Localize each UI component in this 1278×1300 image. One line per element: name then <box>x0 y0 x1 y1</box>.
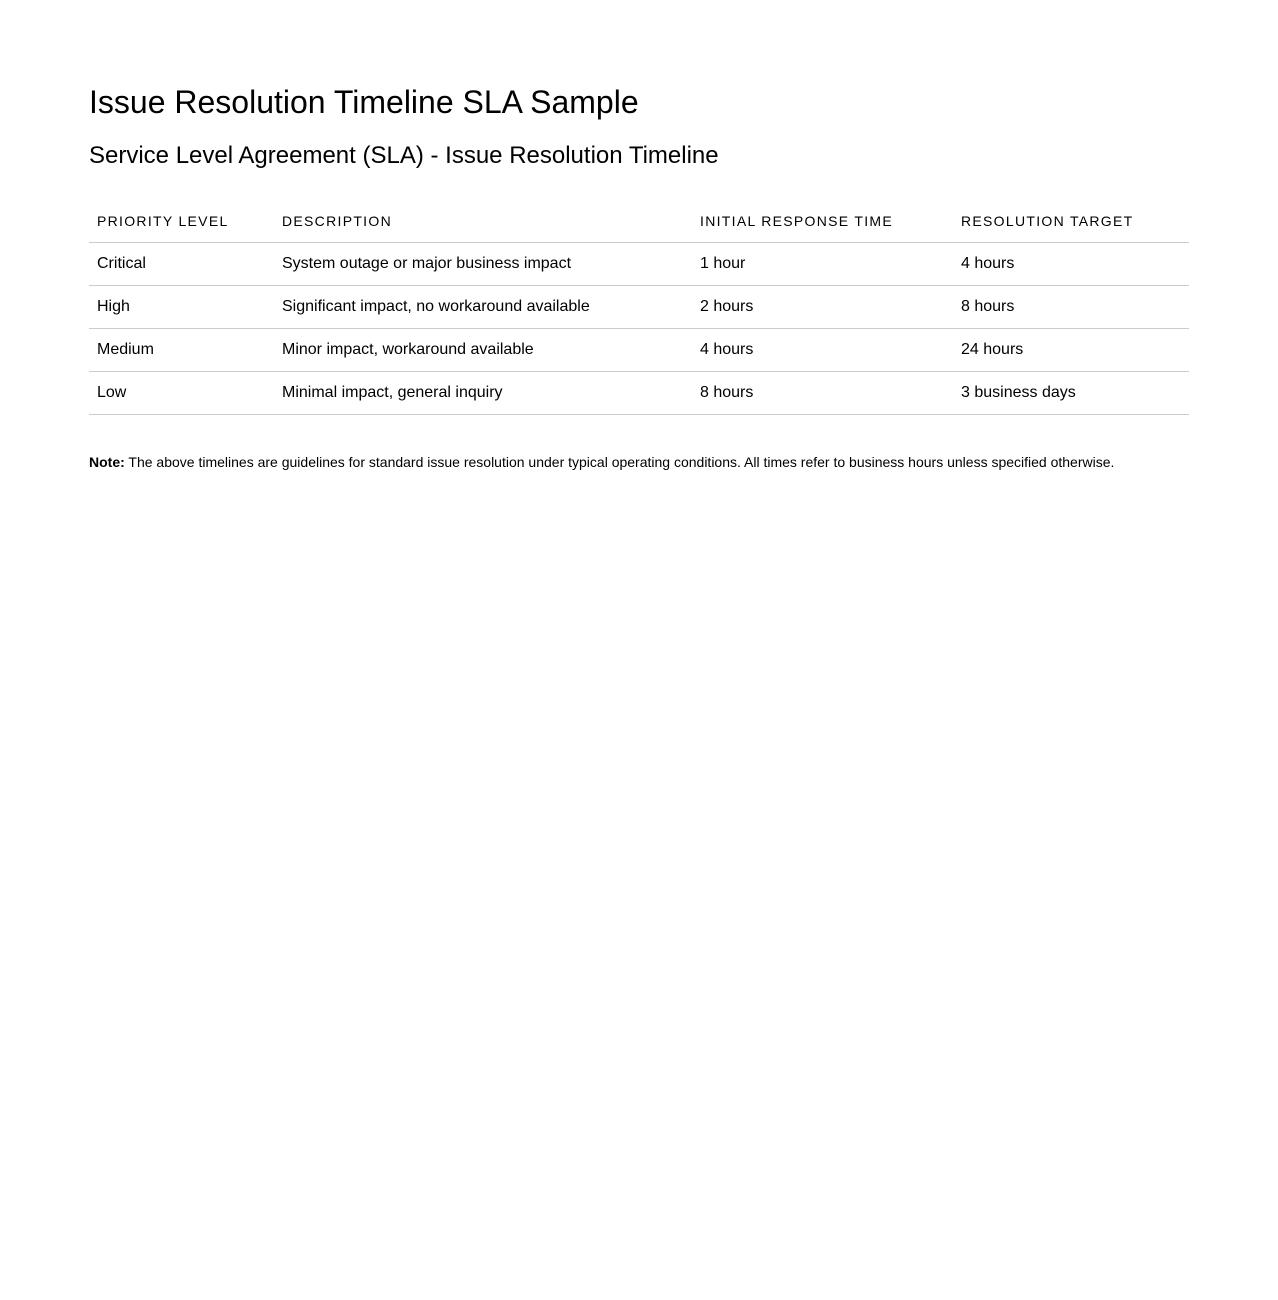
cell-initial-response-time: 2 hours <box>692 286 953 329</box>
table-row <box>89 372 1189 415</box>
column-header-initial-response-time: INITIAL RESPONSE TIME <box>692 200 953 243</box>
column-header-resolution-target: RESOLUTION TARGET <box>953 200 1189 243</box>
cell-description: Significant impact, no workaround available <box>274 286 692 329</box>
footnote <box>89 452 1189 472</box>
column-header-description: DESCRIPTION <box>274 200 692 243</box>
cell-description: Minor impact, workaround available <box>274 329 692 372</box>
page-subtitle: Service Level Agreement (SLA) - Issue Resolution Timeline <box>89 142 719 169</box>
cell-resolution-target: 3 business days <box>953 372 1189 415</box>
header-row <box>89 200 1189 243</box>
cell-initial-response-time: 4 hours <box>692 329 953 372</box>
cell-description: Minimal impact, general inquiry <box>274 372 692 415</box>
cell-initial-response-time: 1 hour <box>692 243 953 286</box>
cell-priority-level: Medium <box>89 329 274 372</box>
cell-priority-level: Low <box>89 372 274 415</box>
cell-initial-response-time: 8 hours <box>692 372 953 415</box>
table-row <box>89 243 1189 286</box>
cell-resolution-target: 24 hours <box>953 329 1189 372</box>
cell-priority-level: Critical <box>89 243 274 286</box>
cell-resolution-target: 4 hours <box>953 243 1189 286</box>
cell-priority-level: High <box>89 286 274 329</box>
note-label: Note: <box>89 454 125 470</box>
cell-description: System outage or major business impact <box>274 243 692 286</box>
page-title: Issue Resolution Timeline SLA Sample <box>89 84 639 120</box>
sla-table-body <box>89 243 1189 415</box>
note-text: The above timelines are guidelines for standard issue resolution under typical operating conditions. All times refer to business hours unless specified otherwise. <box>128 454 1115 470</box>
column-header-priority-level: PRIORITY LEVEL <box>89 200 274 243</box>
table-row <box>89 329 1189 372</box>
cell-resolution-target: 8 hours <box>953 286 1189 329</box>
sla-table-header <box>89 200 1189 243</box>
sla-table <box>89 200 1189 415</box>
table-row <box>89 286 1189 329</box>
